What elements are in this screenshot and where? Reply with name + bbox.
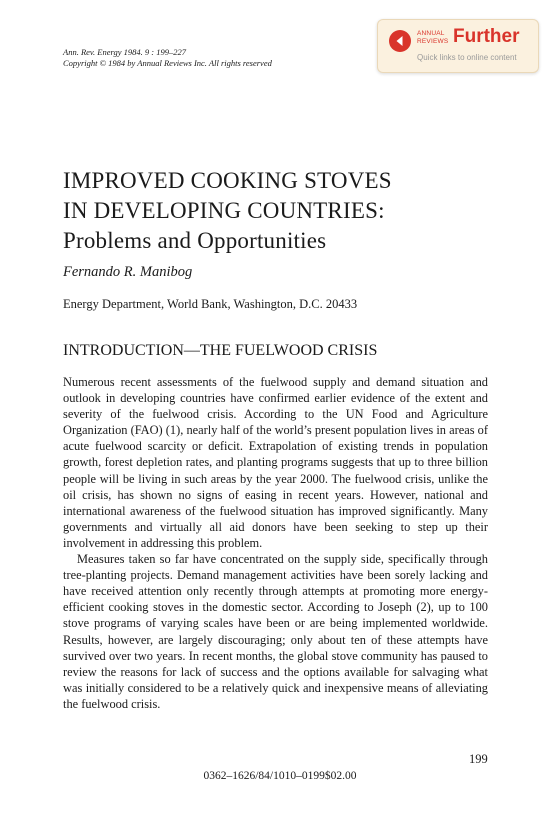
title-line-3: Problems and Opportunities <box>63 228 327 253</box>
issn-code: 0362–1626/84/1010–0199$02.00 <box>203 770 357 782</box>
citation-journal-line: Ann. Rev. Energy 1984. 9 : 199–227 <box>63 47 186 57</box>
journal-citation <box>63 47 272 69</box>
paragraph-2: Measures taken so far have concentrated on the supply side, specifically through tree-planting projects. Demand management activities have been sorely lacking and have received attention only recently through attempts at promoting more energy-efficient cooking stoves in the domestic sector. According to Joseph (2), up to 100 stove programs of varying scales have been or are being implemented worldwide. Results, however, are largely discouraging; only about ten of these attempts have survived over two years. In recent months, the global stove community has paused to review the reasons for lack of success and the options available for salvaging what was initially considered to be a relatively quick and inexpensive means of alleviating the fuelwood crisis. <box>63 552 488 711</box>
further-tagline: Quick links to online content <box>417 53 517 62</box>
further-label: Further <box>453 26 520 47</box>
page-number: 199 <box>469 752 488 766</box>
author-name: Fernando R. Manibog <box>63 264 193 280</box>
annual-reviews-logo-text: ANNUAL REVIEWS <box>417 30 449 45</box>
citation-copyright-line: Copyright © 1984 by Annual Reviews Inc. All rights reserved <box>63 58 272 68</box>
title-line-2: IN DEVELOPING COUNTRIES: <box>63 198 385 223</box>
article-title <box>63 166 392 256</box>
title-line-1: IMPROVED COOKING STOVES <box>63 168 392 193</box>
annual-reviews-further-button[interactable] <box>377 19 539 73</box>
body-text <box>63 374 488 712</box>
play-triangle-icon <box>389 30 411 52</box>
paragraph-1: Numerous recent assessments of the fuelwood supply and demand situation and outlook in developing countries have confirmed earlier evidence of the extent and severity of the fuelwood crisis. According to the UN Food and Agriculture Organization (FAO) (1), nearly half of the world’s present population lives in areas of acute fuelwood scarcity or deficit. Extrapolation of existing trends in population growth, forest depletion rates, and planting programs suggests that up to three billion people will be living in such areas by the year 2000. The fuelwood crisis, unlike the oil crisis, has shown no signs of easing in recent years. However, national and international awareness of the fuelwood situation has improved significantly. Many governments and virtually all aid donors have been seeking to step up their involvement in addressing this problem. <box>63 375 488 550</box>
author-affiliation: Energy Department, World Bank, Washington, D.C. 20433 <box>63 297 358 311</box>
section-heading: INTRODUCTION—THE FUELWOOD CRISIS <box>63 342 378 359</box>
